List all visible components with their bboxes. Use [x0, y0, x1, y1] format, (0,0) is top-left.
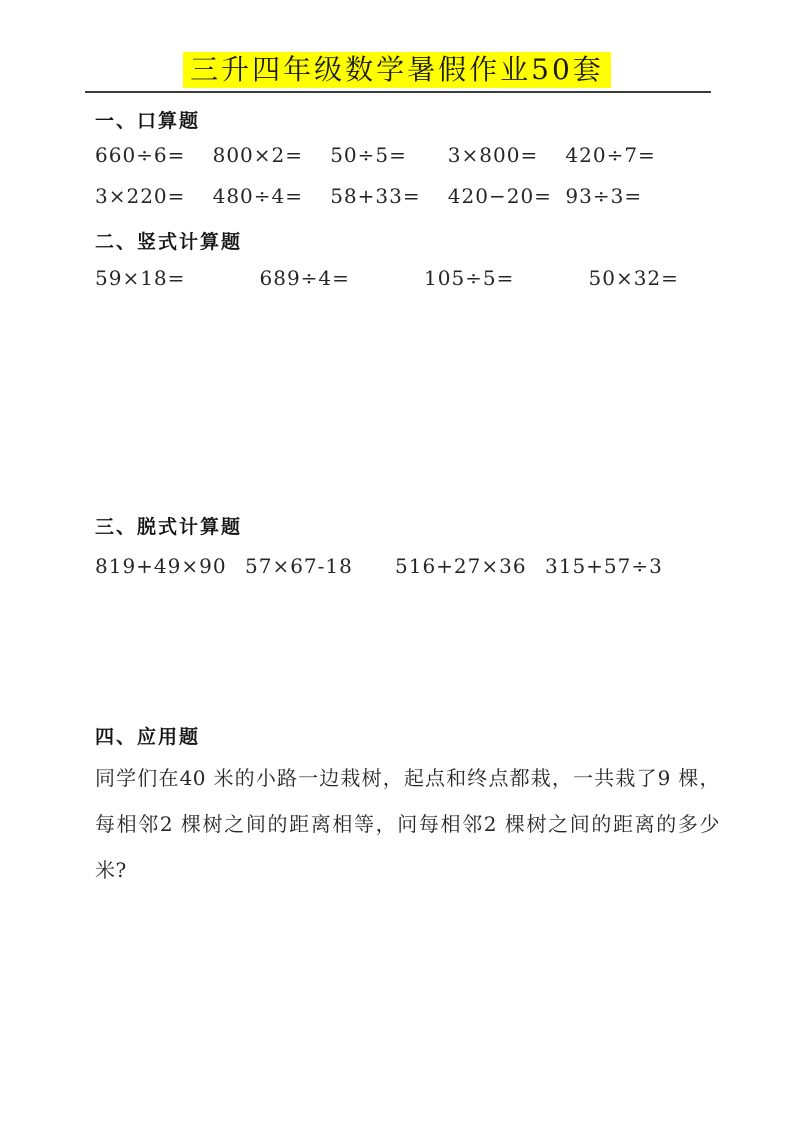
oral-problem: 480÷4=	[212, 184, 304, 208]
title-divider	[85, 91, 711, 93]
stepwise-problem: 516+27×36	[395, 554, 527, 578]
oral-problem: 800×2=	[212, 143, 304, 167]
oral-problem: 660÷6=	[95, 143, 186, 167]
oral-problem: 420÷7=	[565, 143, 656, 167]
title-row	[0, 52, 794, 88]
section-heading-word: 四、应用题	[95, 727, 201, 748]
oral-problems-row-2	[95, 184, 683, 208]
vertical-problem: 50×32=	[588, 266, 679, 290]
vertical-problem: 59×18=	[95, 266, 186, 290]
section-heading-stepwise: 三、脱式计算题	[95, 517, 243, 538]
vertical-problem: 105÷5=	[424, 266, 515, 290]
word-problem-text: 同学们在40 米的小路一边栽树，起点和终点都栽，一共栽了9 棵，每相邻2 棵树之间的距离相等，问每相邻2 棵树之间的距离的多少米?	[95, 766, 720, 882]
vertical-problem: 689÷4=	[259, 266, 350, 290]
oral-problems-row-1	[95, 143, 683, 167]
page-title: 三升四年级数学暑假作业50套	[183, 52, 611, 88]
stepwise-problem: 819+49×90	[95, 554, 227, 578]
vertical-problems-row	[95, 266, 753, 290]
oral-problem: 3×800=	[447, 143, 539, 167]
section-heading-vertical: 二、竖式计算题	[95, 232, 243, 253]
oral-problem: 93÷3=	[565, 184, 643, 208]
oral-problem: 58+33=	[330, 184, 421, 208]
stepwise-problems-row	[95, 554, 695, 578]
oral-problem: 3×220=	[95, 184, 186, 208]
stepwise-problem: 315+57÷3	[545, 554, 663, 578]
oral-problem: 50÷5=	[330, 143, 407, 167]
stepwise-problem: 57×67-18	[245, 554, 353, 578]
oral-problem: 420−20=	[447, 184, 552, 208]
section-heading-oral: 一、口算题	[95, 111, 201, 132]
